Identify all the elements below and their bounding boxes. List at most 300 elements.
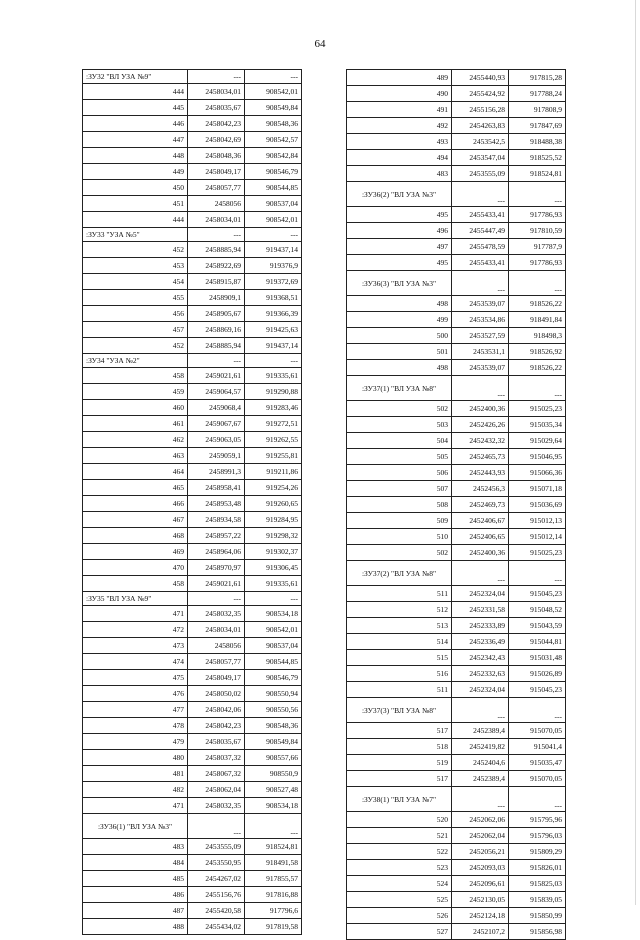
- x-coordinate-cell: 2458922,69: [188, 258, 245, 274]
- table-row: [83, 148, 302, 164]
- table-row: [83, 180, 302, 196]
- x-coordinate-cell: 2458964,06: [188, 544, 245, 560]
- y-coordinate-cell: 917810,59: [509, 223, 566, 239]
- table-row: [347, 118, 566, 134]
- table-row: [347, 860, 566, 876]
- coordinates-table-right-body: [347, 70, 566, 940]
- y-coordinate-cell: 919255,81: [245, 448, 302, 464]
- y-coordinate-cell: 915012,14: [509, 529, 566, 545]
- x-coordinate-cell: 2452130,05: [452, 892, 509, 908]
- point-number-cell: 491: [347, 102, 452, 118]
- x-coordinate-cell: 2458050,02: [188, 686, 245, 702]
- table-row: [83, 871, 302, 887]
- table-row: [83, 448, 302, 464]
- table-row: [347, 529, 566, 545]
- y-coordinate-cell: 918488,38: [509, 134, 566, 150]
- point-number-cell: 485: [83, 871, 188, 887]
- y-coordinate-cell: 919283,46: [245, 400, 302, 416]
- y-coordinate-cell: 908548,36: [245, 718, 302, 734]
- y-coordinate-cell: 917787,9: [509, 239, 566, 255]
- point-number-cell: 492: [347, 118, 452, 134]
- x-placeholder-cell: ---: [188, 592, 245, 606]
- x-placeholder-cell: ---: [188, 228, 245, 242]
- table-row: [347, 344, 566, 360]
- y-coordinate-cell: 918526,22: [509, 296, 566, 312]
- y-placeholder-cell: ---: [509, 561, 566, 586]
- section-header-row: [347, 787, 566, 812]
- y-coordinate-cell: 919372,69: [245, 274, 302, 290]
- point-number-cell: 445: [83, 100, 188, 116]
- x-coordinate-cell: 2458042,23: [188, 718, 245, 734]
- y-coordinate-cell: 919284,95: [245, 512, 302, 528]
- section-header-row: [347, 698, 566, 723]
- plot-label-cell: :ЗУ37(2) "ВЛ УЗА №8": [347, 561, 452, 586]
- y-placeholder-cell: ---: [509, 376, 566, 401]
- y-coordinate-cell: 919262,55: [245, 432, 302, 448]
- point-number-cell: 515: [347, 650, 452, 666]
- table-row: [83, 338, 302, 354]
- x-coordinate-cell: 2459064,57: [188, 384, 245, 400]
- x-coordinate-cell: 2452324,04: [452, 586, 509, 602]
- point-number-cell: 474: [83, 654, 188, 670]
- section-header-row: [347, 182, 566, 207]
- y-coordinate-cell: 915070,05: [509, 723, 566, 739]
- x-coordinate-cell: 2458049,17: [188, 670, 245, 686]
- y-coordinate-cell: 919366,39: [245, 306, 302, 322]
- x-coordinate-cell: 2455424,92: [452, 86, 509, 102]
- plot-label-cell: :ЗУ37(1) "ВЛ УЗА №8": [347, 376, 452, 401]
- y-coordinate-cell: 918524,81: [245, 839, 302, 855]
- x-coordinate-cell: 2453555,09: [188, 839, 245, 855]
- table-row: [347, 433, 566, 449]
- point-number-cell: 472: [83, 622, 188, 638]
- point-number-cell: 458: [83, 368, 188, 384]
- table-row: [83, 480, 302, 496]
- table-row: [347, 723, 566, 739]
- table-row: [347, 417, 566, 433]
- table-row: [83, 368, 302, 384]
- point-number-cell: 522: [347, 844, 452, 860]
- x-coordinate-cell: 2458056: [188, 638, 245, 654]
- y-coordinate-cell: 908534,18: [245, 606, 302, 622]
- x-coordinate-cell: 2455440,93: [452, 70, 509, 86]
- table-row: [83, 887, 302, 903]
- y-coordinate-cell: 919290,88: [245, 384, 302, 400]
- y-coordinate-cell: 915044,81: [509, 634, 566, 650]
- section-header-row: [83, 354, 302, 368]
- y-coordinate-cell: 915070,05: [509, 771, 566, 787]
- y-coordinate-cell: 915046,95: [509, 449, 566, 465]
- x-coordinate-cell: 2452333,89: [452, 618, 509, 634]
- point-number-cell: 520: [347, 812, 452, 828]
- point-number-cell: 527: [347, 924, 452, 940]
- y-coordinate-cell: 918491,58: [245, 855, 302, 871]
- point-number-cell: 508: [347, 497, 452, 513]
- x-coordinate-cell: 2452404,6: [452, 755, 509, 771]
- point-number-cell: 518: [347, 739, 452, 755]
- table-row: [347, 497, 566, 513]
- y-coordinate-cell: 908534,18: [245, 798, 302, 814]
- point-number-cell: 465: [83, 480, 188, 496]
- table-row: [83, 322, 302, 338]
- y-coordinate-cell: 919368,51: [245, 290, 302, 306]
- table-row: [83, 855, 302, 871]
- x-coordinate-cell: 2458034,01: [188, 622, 245, 638]
- table-row: [83, 84, 302, 100]
- x-coordinate-cell: 2458035,67: [188, 734, 245, 750]
- point-number-cell: 458: [83, 576, 188, 592]
- point-number-cell: 498: [347, 360, 452, 376]
- point-number-cell: 524: [347, 876, 452, 892]
- y-coordinate-cell: 915826,01: [509, 860, 566, 876]
- table-row: [83, 432, 302, 448]
- y-coordinate-cell: 915041,4: [509, 739, 566, 755]
- x-coordinate-cell: 2452469,73: [452, 497, 509, 513]
- point-number-cell: 505: [347, 449, 452, 465]
- point-number-cell: 447: [83, 132, 188, 148]
- table-row: [347, 360, 566, 376]
- y-coordinate-cell: 917855,57: [245, 871, 302, 887]
- point-number-cell: 479: [83, 734, 188, 750]
- x-coordinate-cell: 2458034,01: [188, 212, 245, 228]
- point-number-cell: 471: [83, 606, 188, 622]
- x-coordinate-cell: 2452336,49: [452, 634, 509, 650]
- x-coordinate-cell: 2452426,26: [452, 417, 509, 433]
- point-number-cell: 450: [83, 180, 188, 196]
- x-coordinate-cell: 2458034,01: [188, 84, 245, 100]
- y-coordinate-cell: 919254,26: [245, 480, 302, 496]
- point-number-cell: 501: [347, 344, 452, 360]
- table-row: [83, 164, 302, 180]
- y-coordinate-cell: 918526,92: [509, 344, 566, 360]
- y-coordinate-cell: 919437,14: [245, 242, 302, 258]
- plot-label-cell: :ЗУ37(3) "ВЛ УЗА №8": [347, 698, 452, 723]
- point-number-cell: 523: [347, 860, 452, 876]
- y-coordinate-cell: 908542,01: [245, 622, 302, 638]
- table-row: [83, 638, 302, 654]
- point-number-cell: 462: [83, 432, 188, 448]
- table-row: [83, 622, 302, 638]
- y-coordinate-cell: 908537,04: [245, 638, 302, 654]
- table-row: [347, 650, 566, 666]
- table-row: [83, 212, 302, 228]
- y-coordinate-cell: 915809,29: [509, 844, 566, 860]
- x-coordinate-cell: 2453534,86: [452, 312, 509, 328]
- y-coordinate-cell: 918491,84: [509, 312, 566, 328]
- table-row: [347, 223, 566, 239]
- table-row: [347, 755, 566, 771]
- x-coordinate-cell: 2458042,23: [188, 116, 245, 132]
- x-placeholder-cell: ---: [452, 787, 509, 812]
- table-row: [83, 560, 302, 576]
- point-number-cell: 476: [83, 686, 188, 702]
- x-coordinate-cell: 2453547,04: [452, 150, 509, 166]
- table-row: [347, 545, 566, 561]
- point-number-cell: 467: [83, 512, 188, 528]
- section-header-row: [83, 228, 302, 242]
- x-coordinate-cell: 2458909,1: [188, 290, 245, 306]
- point-number-cell: 516: [347, 666, 452, 682]
- point-number-cell: 509: [347, 513, 452, 529]
- table-row: [83, 132, 302, 148]
- y-coordinate-cell: 919425,63: [245, 322, 302, 338]
- x-placeholder-cell: ---: [452, 376, 509, 401]
- y-placeholder-cell: ---: [245, 228, 302, 242]
- x-coordinate-cell: 2458958,41: [188, 480, 245, 496]
- table-row: [347, 618, 566, 634]
- x-coordinate-cell: 2452456,3: [452, 481, 509, 497]
- y-coordinate-cell: 919298,32: [245, 528, 302, 544]
- point-number-cell: 511: [347, 586, 452, 602]
- table-row: [347, 239, 566, 255]
- x-coordinate-cell: 2452342,43: [452, 650, 509, 666]
- table-row: [83, 274, 302, 290]
- y-coordinate-cell: 915045,23: [509, 586, 566, 602]
- y-coordinate-cell: 915066,36: [509, 465, 566, 481]
- y-coordinate-cell: 908544,85: [245, 180, 302, 196]
- table-row: [347, 296, 566, 312]
- x-coordinate-cell: 2458057,77: [188, 180, 245, 196]
- x-coordinate-cell: 2454263,83: [452, 118, 509, 134]
- point-number-cell: 451: [83, 196, 188, 212]
- y-coordinate-cell: 908550,56: [245, 702, 302, 718]
- y-coordinate-cell: 919376,9: [245, 258, 302, 274]
- section-header-row: [83, 70, 302, 84]
- point-number-cell: 504: [347, 433, 452, 449]
- x-coordinate-cell: 2459021,61: [188, 576, 245, 592]
- x-coordinate-cell: 2452107,2: [452, 924, 509, 940]
- point-number-cell: 475: [83, 670, 188, 686]
- y-coordinate-cell: 908542,01: [245, 84, 302, 100]
- table-row: [347, 328, 566, 344]
- y-coordinate-cell: 917819,58: [245, 919, 302, 935]
- y-coordinate-cell: 918526,22: [509, 360, 566, 376]
- point-number-cell: 452: [83, 338, 188, 354]
- plot-label-cell: :ЗУ33 "УЗА №5": [83, 228, 188, 242]
- x-coordinate-cell: 2458905,67: [188, 306, 245, 322]
- table-row: [83, 718, 302, 734]
- table-row: [347, 513, 566, 529]
- x-coordinate-cell: 2454267,02: [188, 871, 245, 887]
- x-coordinate-cell: 2459059,1: [188, 448, 245, 464]
- x-coordinate-cell: 2455434,02: [188, 919, 245, 935]
- x-coordinate-cell: 2455478,59: [452, 239, 509, 255]
- point-number-cell: 463: [83, 448, 188, 464]
- y-coordinate-cell: 915036,69: [509, 497, 566, 513]
- x-coordinate-cell: 2458042,69: [188, 132, 245, 148]
- y-placeholder-cell: ---: [245, 70, 302, 84]
- table-row: [347, 666, 566, 682]
- point-number-cell: 455: [83, 290, 188, 306]
- y-coordinate-cell: 915026,89: [509, 666, 566, 682]
- table-row: [347, 892, 566, 908]
- y-coordinate-cell: 915029,64: [509, 433, 566, 449]
- x-coordinate-cell: 2453550,95: [188, 855, 245, 871]
- point-number-cell: 484: [83, 855, 188, 871]
- x-coordinate-cell: 2455447,49: [452, 223, 509, 239]
- table-row: [347, 134, 566, 150]
- x-placeholder-cell: ---: [452, 182, 509, 207]
- x-coordinate-cell: 2455156,28: [452, 102, 509, 118]
- x-coordinate-cell: 2453531,1: [452, 344, 509, 360]
- x-coordinate-cell: 2459067,67: [188, 416, 245, 432]
- point-number-cell: 461: [83, 416, 188, 432]
- point-number-cell: 511: [347, 682, 452, 698]
- table-row: [347, 908, 566, 924]
- y-coordinate-cell: 915048,52: [509, 602, 566, 618]
- table-row: [83, 606, 302, 622]
- point-number-cell: 502: [347, 401, 452, 417]
- x-coordinate-cell: 2458037,32: [188, 750, 245, 766]
- section-header-row: [83, 592, 302, 606]
- x-coordinate-cell: 2452389,4: [452, 723, 509, 739]
- table-row: [347, 844, 566, 860]
- point-number-cell: 444: [83, 84, 188, 100]
- x-coordinate-cell: 2452389,4: [452, 771, 509, 787]
- plot-label-cell: :ЗУ36(1) "ВЛ УЗА №3": [83, 814, 188, 839]
- point-number-cell: 478: [83, 718, 188, 734]
- table-row: [347, 465, 566, 481]
- table-row: [83, 400, 302, 416]
- y-coordinate-cell: 908546,79: [245, 670, 302, 686]
- y-coordinate-cell: 908527,48: [245, 782, 302, 798]
- y-coordinate-cell: 917847,69: [509, 118, 566, 134]
- y-coordinate-cell: 919335,61: [245, 368, 302, 384]
- point-number-cell: 489: [347, 70, 452, 86]
- table-row: [347, 481, 566, 497]
- x-coordinate-cell: 2458032,35: [188, 798, 245, 814]
- point-number-cell: 454: [83, 274, 188, 290]
- plot-label-cell: :ЗУ36(2) "ВЛ УЗА №3": [347, 182, 452, 207]
- x-coordinate-cell: 2459021,61: [188, 368, 245, 384]
- point-number-cell: 480: [83, 750, 188, 766]
- x-coordinate-cell: 2452332,63: [452, 666, 509, 682]
- y-coordinate-cell: 908542,01: [245, 212, 302, 228]
- table-row: [347, 70, 566, 86]
- point-number-cell: 498: [347, 296, 452, 312]
- point-number-cell: 517: [347, 723, 452, 739]
- y-placeholder-cell: ---: [509, 271, 566, 296]
- table-row: [347, 166, 566, 182]
- x-coordinate-cell: 2458953,48: [188, 496, 245, 512]
- point-number-cell: 525: [347, 892, 452, 908]
- y-coordinate-cell: 917786,93: [509, 255, 566, 271]
- y-coordinate-cell: 915031,48: [509, 650, 566, 666]
- table-row: [347, 682, 566, 698]
- table-row: [83, 839, 302, 855]
- x-coordinate-cell: 2455433,41: [452, 255, 509, 271]
- y-coordinate-cell: 915035,47: [509, 755, 566, 771]
- point-number-cell: 496: [347, 223, 452, 239]
- x-coordinate-cell: 2452406,67: [452, 513, 509, 529]
- y-coordinate-cell: 915825,03: [509, 876, 566, 892]
- y-placeholder-cell: ---: [509, 182, 566, 207]
- y-coordinate-cell: 915025,23: [509, 545, 566, 561]
- x-placeholder-cell: ---: [452, 271, 509, 296]
- point-number-cell: 502: [347, 545, 452, 561]
- x-coordinate-cell: 2452096,61: [452, 876, 509, 892]
- y-coordinate-cell: 918498,3: [509, 328, 566, 344]
- y-placeholder-cell: ---: [245, 814, 302, 839]
- y-placeholder-cell: ---: [245, 354, 302, 368]
- table-row: [347, 828, 566, 844]
- x-coordinate-cell: 2458957,22: [188, 528, 245, 544]
- x-coordinate-cell: 2452406,65: [452, 529, 509, 545]
- table-row: [83, 258, 302, 274]
- y-coordinate-cell: 908544,85: [245, 654, 302, 670]
- table-row: [83, 290, 302, 306]
- table-row: [347, 602, 566, 618]
- coordinates-table-left-body: [83, 70, 302, 935]
- table-row: [347, 255, 566, 271]
- y-coordinate-cell: 915045,23: [509, 682, 566, 698]
- point-number-cell: 486: [83, 887, 188, 903]
- y-placeholder-cell: ---: [245, 592, 302, 606]
- point-number-cell: 517: [347, 771, 452, 787]
- point-number-cell: 477: [83, 702, 188, 718]
- point-number-cell: 446: [83, 116, 188, 132]
- y-coordinate-cell: 917815,28: [509, 70, 566, 86]
- point-number-cell: 514: [347, 634, 452, 650]
- y-coordinate-cell: 908550,94: [245, 686, 302, 702]
- x-coordinate-cell: 2458032,35: [188, 606, 245, 622]
- y-coordinate-cell: 915856,98: [509, 924, 566, 940]
- point-number-cell: 512: [347, 602, 452, 618]
- x-coordinate-cell: 2458042,06: [188, 702, 245, 718]
- point-number-cell: 466: [83, 496, 188, 512]
- table-row: [347, 924, 566, 940]
- point-number-cell: 468: [83, 528, 188, 544]
- y-coordinate-cell: 915850,99: [509, 908, 566, 924]
- table-row: [347, 449, 566, 465]
- y-coordinate-cell: 915071,18: [509, 481, 566, 497]
- x-coordinate-cell: 2458062,04: [188, 782, 245, 798]
- y-coordinate-cell: 908550,9: [245, 766, 302, 782]
- y-coordinate-cell: 918525,52: [509, 150, 566, 166]
- x-coordinate-cell: 2458049,17: [188, 164, 245, 180]
- x-coordinate-cell: 2458934,58: [188, 512, 245, 528]
- y-coordinate-cell: 915025,23: [509, 401, 566, 417]
- y-coordinate-cell: 908548,36: [245, 116, 302, 132]
- section-header-row: [347, 271, 566, 296]
- table-row: [83, 654, 302, 670]
- table-row: [83, 576, 302, 592]
- table-row: [347, 876, 566, 892]
- y-coordinate-cell: 919306,45: [245, 560, 302, 576]
- table-row: [83, 686, 302, 702]
- y-coordinate-cell: 918524,81: [509, 166, 566, 182]
- x-coordinate-cell: 2452324,04: [452, 682, 509, 698]
- point-number-cell: 449: [83, 164, 188, 180]
- y-coordinate-cell: 915043,59: [509, 618, 566, 634]
- y-coordinate-cell: 908549,84: [245, 734, 302, 750]
- x-coordinate-cell: 2453542,5: [452, 134, 509, 150]
- x-coordinate-cell: 2458067,32: [188, 766, 245, 782]
- x-coordinate-cell: 2453555,09: [452, 166, 509, 182]
- point-number-cell: 526: [347, 908, 452, 924]
- x-coordinate-cell: 2455433,41: [452, 207, 509, 223]
- table-row: [83, 528, 302, 544]
- point-number-cell: 499: [347, 312, 452, 328]
- point-number-cell: 519: [347, 755, 452, 771]
- plot-label-cell: :ЗУ32 "ВЛ УЗА №9": [83, 70, 188, 84]
- plot-label-cell: :ЗУ34 "УЗА №2": [83, 354, 188, 368]
- table-row: [83, 512, 302, 528]
- x-placeholder-cell: ---: [188, 354, 245, 368]
- section-header-row: [347, 561, 566, 586]
- y-coordinate-cell: 917788,24: [509, 86, 566, 102]
- table-row: [347, 86, 566, 102]
